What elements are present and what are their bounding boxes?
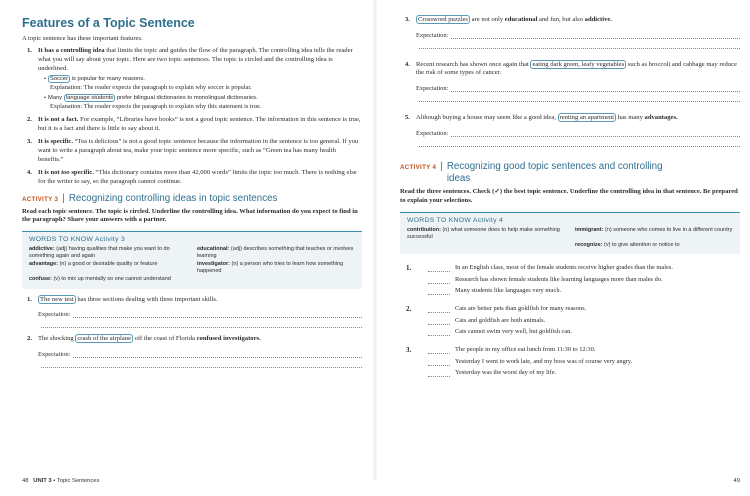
unit-label: UNIT 3 [33, 478, 52, 484]
vocabulary-grid [407, 227, 733, 249]
question-number: 2. [27, 335, 32, 343]
activity-tag: ACTIVITY 3 [22, 195, 59, 203]
vocab-entry: educational: (adj) describes something that teaches or involves learning [197, 245, 354, 260]
right-page [400, 0, 740, 496]
answer-line[interactable] [41, 358, 362, 368]
set-number: 2. [406, 305, 412, 314]
circled-topic: The new test [40, 295, 74, 303]
activity-4-header [400, 161, 740, 185]
vocab-entry: advantage: (n) a good or desirable quality or feature [29, 261, 158, 268]
answer-line[interactable] [451, 129, 740, 137]
section-title: Features of a Topic Sentence [22, 16, 195, 30]
answer-line[interactable] [419, 39, 740, 49]
words-to-know-title: WORDS TO KNOW Activity 4 [407, 216, 504, 224]
answer-line[interactable] [73, 310, 362, 318]
expectation-field[interactable] [416, 84, 740, 92]
question-5: 5. Although buying a house may seem like a good idea, renting an apartment has many advantages. Expectation: [400, 114, 740, 147]
check-blank[interactable] [428, 369, 450, 377]
vocab-entry: recognize: (v) to give attention or notice to [575, 242, 680, 248]
answer-line[interactable] [73, 350, 362, 358]
feature-text: For example, “Libraries have books” is not a good topic sentence. The information in this sentence is true, but it is a fact and there is little to say about it. [38, 115, 361, 132]
example-explanation: Explanation: The reader expects the paragraph to explain why this statement is true. [50, 102, 262, 110]
sentence-option[interactable]: Cats and goldfish are both animals. [428, 317, 740, 326]
circled-topic: eating dark green, leafy vegetables [532, 60, 625, 68]
question-1: 1. The new test has three sections dealing with three important skills. Expectation: [22, 296, 362, 329]
sentence-option[interactable]: Yesterday I went to work late, and my boss was of course very angry. [428, 358, 740, 367]
check-blank[interactable] [428, 358, 450, 366]
circled-topic: crash of the airplane [77, 335, 131, 343]
set-number: 3. [406, 345, 412, 354]
expectation-label: Expectation: [38, 311, 71, 319]
question-number: 1. [27, 295, 32, 303]
activity-separator: | [440, 160, 443, 172]
vocab-entry: investigator: (n) a person who tries to learn how something happened [197, 261, 344, 275]
example-bullet [44, 76, 362, 92]
set-number: 1. [406, 264, 412, 273]
answer-line[interactable] [451, 31, 740, 39]
circled-topic: renting an apartment [559, 114, 615, 122]
sentence-option[interactable]: Many students like languages very much. [428, 287, 740, 296]
feature-number: 2. [27, 115, 32, 123]
check-blank[interactable] [428, 328, 450, 336]
example-text: prefer bilingual dictionaries to monolingual dictionaries. [115, 95, 258, 102]
check-blank[interactable] [428, 287, 450, 295]
activity-instructions: Read the three sentences. Check (✓) the best topic sentence. Underline the controlling idea in that sentence. Be prepared to explain your selections. [400, 188, 738, 205]
activity-3-header [22, 193, 362, 205]
words-to-know-box [400, 212, 740, 254]
page-number: 48 [22, 478, 29, 484]
feature-2 [22, 116, 362, 133]
bullet-icon: • [44, 95, 47, 102]
feature-1 [22, 47, 362, 111]
sentence-set-3 [400, 346, 740, 378]
answer-line[interactable] [41, 318, 362, 328]
words-to-know-box [22, 231, 362, 289]
unit-topic: Topic Sentences [56, 478, 100, 484]
sentence-set-2 [400, 305, 740, 337]
expectation-field[interactable] [416, 31, 740, 39]
vocab-entry: addictive: (adj) having qualities that make you want to do something again and again [29, 245, 170, 260]
question-3: 3. Crossword puzzles are not only educational and fun, but also addictive. Expectation: [400, 16, 740, 49]
expectation-label: Expectation: [416, 85, 449, 93]
circled-topic: Soccer [50, 76, 69, 83]
sentence-option[interactable]: Cats are better pets than goldfish for many reasons. [428, 305, 740, 314]
example-text: is popular for many reasons. [70, 76, 145, 83]
sentence-option[interactable]: The people in my office eat lunch from 11:30 to 12:30. [428, 346, 740, 355]
feature-text: that limits the topic and guides the flow of the paragraph. The controlling idea tells the reader what you will say about your topic. Here are two topic sentences. The topic is circled and the controlling idea is underlined. [38, 47, 353, 72]
check-blank[interactable] [428, 346, 450, 354]
page-footer [734, 478, 740, 484]
circled-topic: language students [65, 95, 114, 102]
words-to-know-title: WORDS TO KNOW Activity 3 [29, 235, 126, 243]
expectation-label: Expectation: [416, 31, 449, 39]
left-page [22, 0, 362, 496]
feature-text: “This dictionary contains more than 42,000 words” limits the topic too much. There is nothing else for the writer to say, so the paragraph cannot continue. [38, 169, 357, 186]
sentence-option[interactable]: Research has shown female students like learning languages more than males do. [428, 276, 740, 285]
section-intro: A topic sentence has these important features. [22, 34, 143, 42]
feature-heading: It is not a fact. [38, 115, 79, 123]
circled-topic: Crossword puzzles [418, 16, 468, 23]
expectation-field[interactable] [38, 350, 362, 358]
question-2: 2. The shocking crash of the airplane off the coast of Florida confused investigators. Expectation: [22, 335, 362, 368]
sentence-set-1 [400, 264, 740, 296]
sentence-option[interactable]: In an English class, most of the female students receive higher grades than the males. [428, 264, 740, 273]
page-number: 49 [733, 478, 740, 484]
question-number: 5. [405, 114, 410, 122]
check-blank[interactable] [428, 276, 450, 284]
answer-line[interactable] [451, 84, 740, 92]
feature-number: 1. [27, 47, 32, 55]
activity-separator: | [62, 192, 65, 204]
question-number: 3. [405, 16, 410, 23]
question-number: 4. [405, 60, 410, 68]
feature-4: 4. It is not too specific. “This dictionary contains more than 42,000 words” limits the topic too much. There is nothing else for the writer to say, so the paragraph cannot continue. [27, 169, 357, 186]
feature-number: 3. [27, 138, 32, 146]
question-4: 4. Recent research has shown once again that eating dark green, leafy vegetables such as broccoli and cabbage may reduce the risk of some types of cancer. Expectation: [400, 61, 740, 102]
page-footer: 48 UNIT 3 • Topic Sentences [22, 478, 100, 484]
vocab-entry: confuse: (v) to mix up mentally so one cannot understand [29, 276, 171, 283]
activity-instructions: Read each topic sentence. The topic is circled. Underline the controlling idea. What information do you expect to find in the paragraph? Share your answers with a partner. [22, 207, 358, 224]
check-blank[interactable] [428, 305, 450, 313]
activity-tag: ACTIVITY 4 [400, 163, 437, 171]
bullet-icon: • [44, 76, 47, 83]
sentence-option[interactable]: Cats cannot swim very well, but goldfish can. [428, 328, 740, 337]
example-bullet: • Many language students prefer bilingual dictionaries to monolingual dictionaries. Explanation: The reader expects the paragraph to explain why this statement is true. [44, 95, 362, 111]
vocabulary-grid [29, 246, 355, 284]
example-explanation: Explanation: The reader expects the paragraph to explain why soccer is popular. [50, 83, 252, 91]
vocab-entry: immigrant: (n) someone who comes to live in a different country [575, 226, 733, 233]
expectation-label: Expectation: [38, 351, 71, 359]
feature-heading: It has a controlling idea [38, 47, 105, 55]
activity-title: Recognizing controlling ideas in topic sentences [68, 192, 278, 204]
answer-line[interactable] [419, 92, 740, 102]
feature-3 [22, 138, 362, 164]
activity-title: Recognizing good topic sentences and controlling ideas [446, 160, 663, 184]
expectation-field[interactable] [38, 310, 362, 318]
expectation-label: Expectation: [416, 129, 449, 137]
sentence-option[interactable]: Yesterday was the worst day of my life. [428, 369, 740, 378]
vocab-entry: contribution: (n) what someone does to help make something successful [407, 226, 560, 240]
check-blank[interactable] [428, 264, 450, 272]
feature-heading: It is specific. [38, 138, 73, 146]
answer-line[interactable] [419, 137, 740, 147]
check-blank[interactable] [428, 317, 450, 325]
page-gutter [372, 0, 378, 480]
feature-text: “Tea is delicious” is not a good topic sentence because the information in the sentence is too general. If you want to write a paragraph about tea, make your topic sentence more specific, such as “Green tea has many health benefits.” [38, 138, 359, 163]
expectation-field[interactable] [416, 129, 740, 137]
feature-number: 4. [27, 169, 32, 177]
